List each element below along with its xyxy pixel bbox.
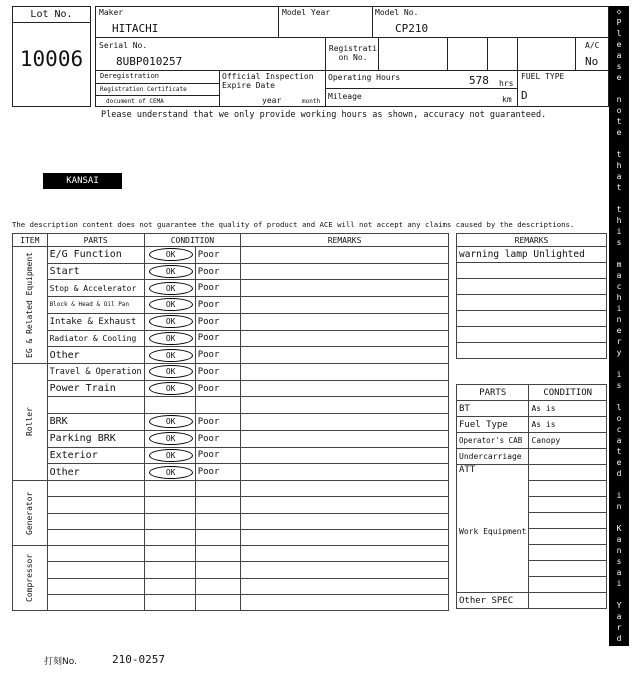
cond-fuel-type: As is — [529, 417, 607, 433]
section-eg: EG & Related Equipment — [13, 247, 48, 364]
location-badge: KANSAI — [43, 173, 122, 189]
cond-poor: Poor — [195, 330, 240, 347]
cond-ok: OK — [144, 263, 195, 280]
cond-poor: Poor — [195, 364, 240, 381]
cond-ok: OK — [144, 464, 195, 481]
part-exterior: Exterior — [47, 447, 144, 464]
part-power-train: Power Train — [47, 380, 144, 397]
model-year-label: Model Year — [282, 8, 331, 17]
cond-poor: Poor — [195, 430, 240, 447]
cond-att — [529, 465, 607, 481]
registration-label: Registrati on No. — [328, 44, 378, 62]
other-spec-label: Other SPEC — [457, 593, 529, 609]
notice-text: Please understand that we only provide working hours as shown, accuracy not guaranteed. — [101, 110, 547, 120]
cond-poor: Poor — [195, 414, 240, 431]
hrs-label: hrs — [499, 79, 514, 88]
part-fuel-type: Fuel Type — [457, 417, 529, 433]
cond-ok: OK — [144, 247, 195, 264]
cond-poor: Poor — [195, 247, 240, 264]
maker-label: Maker — [99, 8, 124, 17]
remarks-header: REMARKS — [457, 234, 607, 247]
deregistration-label: Deregistration — [100, 72, 160, 80]
operating-hours-value: 578 — [469, 74, 489, 87]
fuel-type-label: FUEL TYPE — [521, 72, 565, 81]
part-radiator-cooling: Radiator & Cooling — [47, 330, 144, 347]
fuel-type-value: D — [521, 89, 528, 102]
cond-poor: Poor — [195, 447, 240, 464]
section-generator: Generator — [13, 481, 48, 546]
disclaimer-text: The description content does not guarantee the quality of product and ACE will not accept any claims caused by the descriptions. — [12, 220, 575, 229]
part-att: ATT Work Equipment — [457, 465, 529, 593]
lot-label: Lot No. — [13, 7, 90, 23]
part-intake-exhaust: Intake & Exhaust — [47, 313, 144, 330]
cond-ok: OK — [144, 330, 195, 347]
cond-poor: Poor — [195, 280, 240, 297]
col-condition: CONDITION — [144, 234, 240, 247]
model-no-value: CP210 — [395, 22, 429, 35]
cond-ok: OK — [144, 430, 195, 447]
remarks-line-1: warning lamp Unlighted — [457, 247, 607, 263]
year-label: year — [262, 96, 282, 105]
remarks-box — [456, 233, 607, 359]
registration-certificate-label: Registration Certificate — [100, 86, 187, 93]
part-roller-other: Other — [47, 464, 144, 481]
inspection-table — [12, 233, 449, 611]
km-label: km — [502, 95, 512, 104]
maker-value: HITACHI — [112, 22, 159, 35]
parts-col-condition: CONDITION — [529, 385, 607, 401]
serial-value: 8UBP010257 — [116, 55, 183, 68]
cond-poor: Poor — [195, 297, 240, 314]
part-eg-function: E/G Function — [47, 247, 144, 264]
cond-poor: Poor — [195, 263, 240, 280]
inspection-label: Official Inspection Expire Date — [222, 72, 314, 90]
stamp-value: 210-0257 — [112, 653, 165, 666]
cond-ok: OK — [144, 313, 195, 330]
parts-col-parts: PARTS — [457, 385, 529, 401]
part-blank — [47, 397, 144, 414]
cond-poor: Poor — [195, 380, 240, 397]
cond-bt: As is — [529, 401, 607, 417]
cond-ok: OK — [144, 414, 195, 431]
section-roller: Roller — [13, 364, 48, 481]
cond-ok: OK — [144, 347, 195, 364]
part-operator-cab: Operator's CAB — [457, 433, 529, 449]
cema-label: document of CEMA — [106, 98, 164, 105]
cond-ok: OK — [144, 280, 195, 297]
stamp-label: 打刻No. — [44, 657, 77, 667]
lot-box — [12, 6, 91, 107]
model-no-label: Model No. — [375, 8, 419, 17]
part-brk: BRK — [47, 414, 144, 431]
part-undercarriage: Undercarriage — [457, 449, 529, 465]
lot-number: 10006 — [19, 47, 84, 71]
cond-undercarriage — [529, 449, 607, 465]
cond-poor: Poor — [195, 313, 240, 330]
part-start: Start — [47, 263, 144, 280]
part-travel-operation: Travel & Operation — [47, 364, 144, 381]
part-eg-other: Other — [47, 347, 144, 364]
ac-value: No — [585, 55, 599, 68]
work-equipment-label: Work Equipment — [459, 527, 527, 536]
parts-box — [456, 384, 607, 609]
cond-ok: OK — [144, 297, 195, 314]
col-remarks: REMARKS — [241, 234, 449, 247]
operating-hours-label: Operating Hours — [328, 73, 401, 82]
side-notice-bar — [609, 6, 629, 654]
col-item: ITEM — [13, 234, 48, 247]
part-block-head: Block & Head & Oil Pan — [47, 297, 144, 314]
serial-label: Serial No. — [99, 41, 148, 50]
cond-ok: OK — [144, 380, 195, 397]
section-compressor: Compressor — [13, 546, 48, 611]
cond-ok: OK — [144, 447, 195, 464]
ac-label: A/C — [585, 41, 600, 50]
side-notice-text: ◇ P l e a s e n o t e t h a t t h i s m a c h i n e r y i s l o c a t e d i n K a n s a i Y a r d ◇ — [616, 7, 622, 654]
part-bt: BT — [457, 401, 529, 417]
col-parts: PARTS — [47, 234, 144, 247]
cond-operator-cab: Canopy — [529, 433, 607, 449]
cond-ok: OK — [144, 364, 195, 381]
part-parking-brk: Parking BRK — [47, 430, 144, 447]
cond-poor: Poor — [195, 347, 240, 364]
cond-poor: Poor — [195, 464, 240, 481]
month-label: month — [302, 98, 321, 105]
part-stop-accelerator: Stop & Accelerator — [47, 280, 144, 297]
mileage-label: Mileage — [328, 92, 362, 101]
